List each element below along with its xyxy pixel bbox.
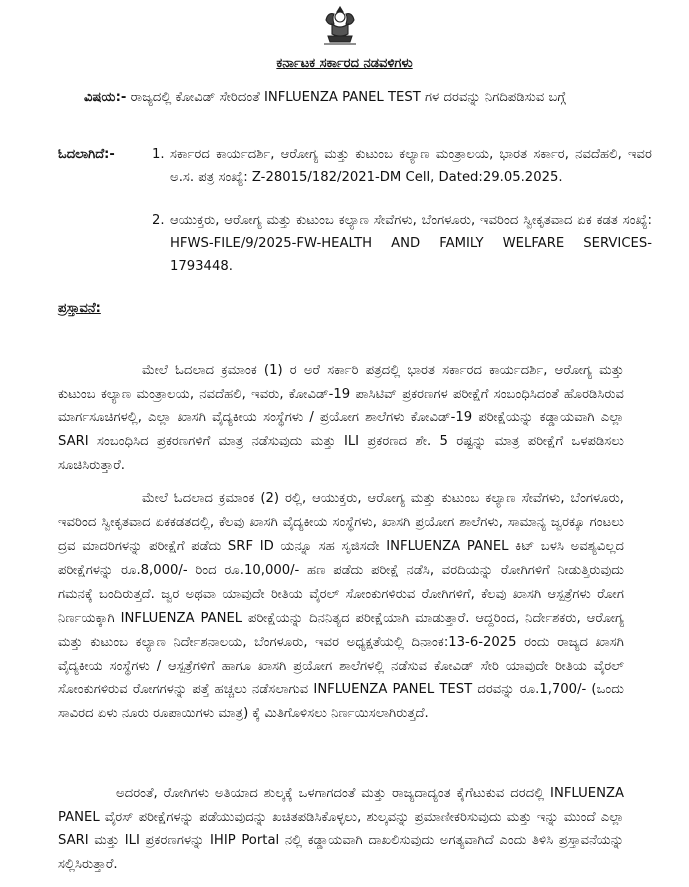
karnataka-state-emblem-icon <box>318 4 362 46</box>
reference-text: ಸರ್ಕಾರದ ಕಾರ್ಯದರ್ಶಿ, ಆರೋಗ್ಯ ಮತ್ತು ಕುಟುಂಬ ಕಲ್ಯಾಣ ಮಂತ್ರಾಲಯ, ಭಾರತ ಸರ್ಕಾರ, ನವದೆಹಲಿ, ಇವರ ಅ.ಸ. ಪತ್ರ ಸಂಖ್ಯೆ: Z-28015/182/2021-DM Cell, Dated:29.05.2025. <box>170 147 652 185</box>
preamble-paragraph: ಮೇಲೆ ಓದಲಾದ ಕ್ರಮಾಂಕ (2) ರಲ್ಲಿ, ಆಯುಕ್ತರು, ಆರೋಗ್ಯ ಮತ್ತು ಕುಟುಂಬ ಕಲ್ಯಾಣ ಸೇವೆಗಳು, ಬೆಂಗಳೂರು, ಇವರಿಂದ ಸ್ವೀಕೃತವಾದ ಏಕಕಡತದಲ್ಲಿ, ಕೆಲವು ಖಾಸಗಿ ವೈದ್ಯಕೀಯ ಸಂಸ್ಥೆಗಳು, ಖಾಸಗಿ ಪ್ರಯೋಗ ಶಾಲೆಗಳು, ಸಾಮಾನ್ಯ ಜ್ವರಕ್ಕೂ ಗಂಟಲು ದ್ರವ ಮಾದರಿಗಳನ್ನು ಪರೀಕ್ಷೆಗೆ ಪಡೆದು SRF ID ಯನ್ನೂ ಸಹ ಸೃಜಿಸದೇ INFLUENZA PANEL ಕಿಟ್ ಬಳಸಿ ಅವಶ್ಯವಿಲ್ಲದ ಪರೀಕ್ಷೆಗಳನ್ನು ರೂ.8,000/- ರಿಂದ ರೂ.10,000/- ಹಣ ಪಡೆದು ಪರೀಕ್ಷೆ ನಡೆಸಿ, ವರದಿಯನ್ನು ರೋಗಿಗಳಿಗೆ ನೀಡುತ್ತಿರುವುದು ಗಮನಕ್ಕೆ ಬಂದಿರುತ್ತದೆ. ಜ್ವರ ಅಥವಾ ಯಾವುದೇ ರೀತಿಯ ವೈರಲ್ ಸೋಂಕುಗಳಿರುವ ರೋಗಿಗಳಿಗೆ, ಕೆಲವು ಖಾಸಗಿ ಆಸ್ಪತ್ರೆಗಳು ರೋಗ ನಿರ್ಣಯಕ್ಕಾಗಿ INFLUENZA PANEL ಪರೀಕ್ಷೆಯನ್ನು ದಿನನಿತ್ಯದ ಪರೀಕ್ಷೆಯಾಗಿ ಮಾಡುತ್ತಾರೆ. ಆದ್ದರಿಂದ, ನಿರ್ದೇಶಕರು, ಆರೋಗ್ಯ ಮತ್ತು ಕುಟುಂಬ ಕಲ್ಯಾಣ ನಿರ್ದೇಶನಾಲಯ, ಬೆಂಗಳೂರು, ಇವರ ಅಧ್ಯಕ್ಷತೆಯಲ್ಲಿ ದಿನಾಂಕ:13-6-2025 ರಂದು ರಾಜ್ಯದ ಖಾಸಗಿ ವೈದ್ಯಕೀಯ ಸಂಸ್ಥೆಗಳು / ಆಸ್ಪತ್ರೆಗಳಿಗೆ ಹಾಗೂ ಖಾಸಗಿ ಪ್ರಯೋಗ ಶಾಲೆಗಳಲ್ಲಿ ನಡೆಸುವ ಕೋವಿಡ್ ಸೇರಿ ಯಾವುದೇ ರೀತಿಯ ವೈರಲ್ ಸೋಂಕುಗಳಿರುವ ರೋಗಗಳನ್ನು ಪತ್ತೆ ಹಚ್ಚಲು ನಡೆಸಲಾಗುವ INFLUENZA PANEL TEST ದರವನ್ನು ರೂ.1,700/- (ಒಂದು ಸಾವಿರದ ಏಳು ನೂರು ರೂಪಾಯಿಗಳು ಮಾತ್ರ) ಕ್ಕೆ ಮಿತಿಗೊಳಿಸಲು ನಿರ್ಣಯಿಸಲಾಗಿರುತ್ತದೆ. <box>58 491 624 722</box>
references-label: ಓದಲಾಗಿದೆ:- <box>58 147 115 162</box>
preamble-heading: ಪ್ರಸ್ತಾವನೆ: <box>58 301 101 316</box>
subject-line <box>84 86 644 109</box>
preamble-paragraph: ಮೇಲೆ ಓದಲಾದ ಕ್ರಮಾಂಕ (1) ರ ಅರೆ ಸರ್ಕಾರಿ ಪತ್ರದಲ್ಲಿ ಭಾರತ ಸರ್ಕಾರದ ಕಾರ್ಯದರ್ಶಿ, ಆರೋಗ್ಯ ಮತ್ತು ಕುಟುಂಬ ಕಲ್ಯಾಣ ಮಂತ್ರಾಲಯ, ನವದೆಹಲಿ, ಇವರು, ಕೋವಿಡ್-19 ಪಾಸಿಟಿವ್ ಪ್ರಕರಣಗಳ ಪರೀಕ್ಷೆಗೆ ಸಂಬಂಧಿಸಿದಂತೆ ಹೊರಡಿಸಿರುವ ಮಾರ್ಗಸೂಚಿಗಳಲ್ಲಿ, ಎಲ್ಲಾ ಖಾಸಗಿ ವೈದ್ಯಕೀಯ ಸಂಸ್ಥೆಗಳು / ಪ್ರಯೋಗ ಶಾಲೆಗಳು ಕೋವಿಡ್-19 ಪರೀಕ್ಷೆಯನ್ನು ಕಡ್ಡಾಯವಾಗಿ ಎಲ್ಲಾ SARI ಸಂಬಂಧಿಸಿದ ಪ್ರಕರಣಗಳಿಗೆ ಮಾತ್ರ ನಡೆಸುವುದು ಮತ್ತು ILI ಪ್ರಕರಣದ ಶೇ. 5 ರಷ್ಟನ್ನು ಮಾತ್ರ ಪರೀಕ್ಷೆಗೆ ಒಳಪಡಿಸಲು ಸೂಚಿಸಿರುತ್ತಾರೆ. <box>58 363 624 473</box>
reference-item <box>152 143 652 189</box>
reference-number: 2. <box>152 213 165 228</box>
subject-text: ರಾಜ್ಯದಲ್ಲಿ ಕೋವಿಡ್ ಸೇರಿದಂತೆ INFLUENZA PANEL TEST ಗಳ ದರವನ್ನು ನಿಗದಿಪಡಿಸುವ ಬಗ್ಗೆ <box>130 90 566 105</box>
page-title: ಕರ್ನಾಟಕ ಸರ್ಕಾರದ ನಡವಳಿಗಳು <box>276 56 413 71</box>
reference-text: ಆಯುಕ್ತರು, ಆರೋಗ್ಯ ಮತ್ತು ಕುಟುಂಬ ಕಲ್ಯಾಣ ಸೇವೆಗಳು, ಬೆಂಗಳೂರು, ಇವರಿಂದ ಸ್ವೀಕೃತವಾದ ಏಕ ಕಡತ ಸಂಖ್ಯೆ: HFWS-FILE/9/2025-FW-HEALTH AND FAMILY WELFARE SERVICES- 1793448. <box>170 213 652 274</box>
reference-item <box>152 209 652 278</box>
subject-label: ವಿಷಯ:- <box>84 90 127 105</box>
preamble-paragraph: ಅದರಂತೆ, ರೋಗಿಗಳು ಅತಿಯಾದ ಶುಲ್ಕಕ್ಕೆ ಒಳಗಾಗದಂತೆ ಮತ್ತು ರಾಜ್ಯದಾದ್ಯಂತ ಕೈಗೆಟುಕುವ ದರದಲ್ಲಿ INFLUENZA PANEL ವೈರಸ್ ಪರೀಕ್ಷೆಗಳನ್ನು ಪಡೆಯುವುದನ್ನು ಖಚಿತಪಡಿಸಿಕೊಳ್ಳಲು, ಶುಲ್ಕವನ್ನು ಪ್ರಮಾಣೀಕರಿಸುವುದು ಮತ್ತು ಇನ್ನು ಮುಂದೆ ಎಲ್ಲಾ SARI ಮತ್ತು ILI ಪ್ರಕರಣಗಳನ್ನು IHIP Portal ನಲ್ಲಿ ಕಡ್ಡಾಯವಾಗಿ ದಾಖಲಿಸುವುದು ಅಗತ್ಯವಾಗಿದೆ ಎಂದು ತಿಳಿಸಿ ಪ್ರಸ್ತಾವನೆಯನ್ನು ಸಲ್ಲಿಸಿರುತ್ತಾರೆ. <box>58 786 624 872</box>
reference-number: 1. <box>152 147 165 162</box>
